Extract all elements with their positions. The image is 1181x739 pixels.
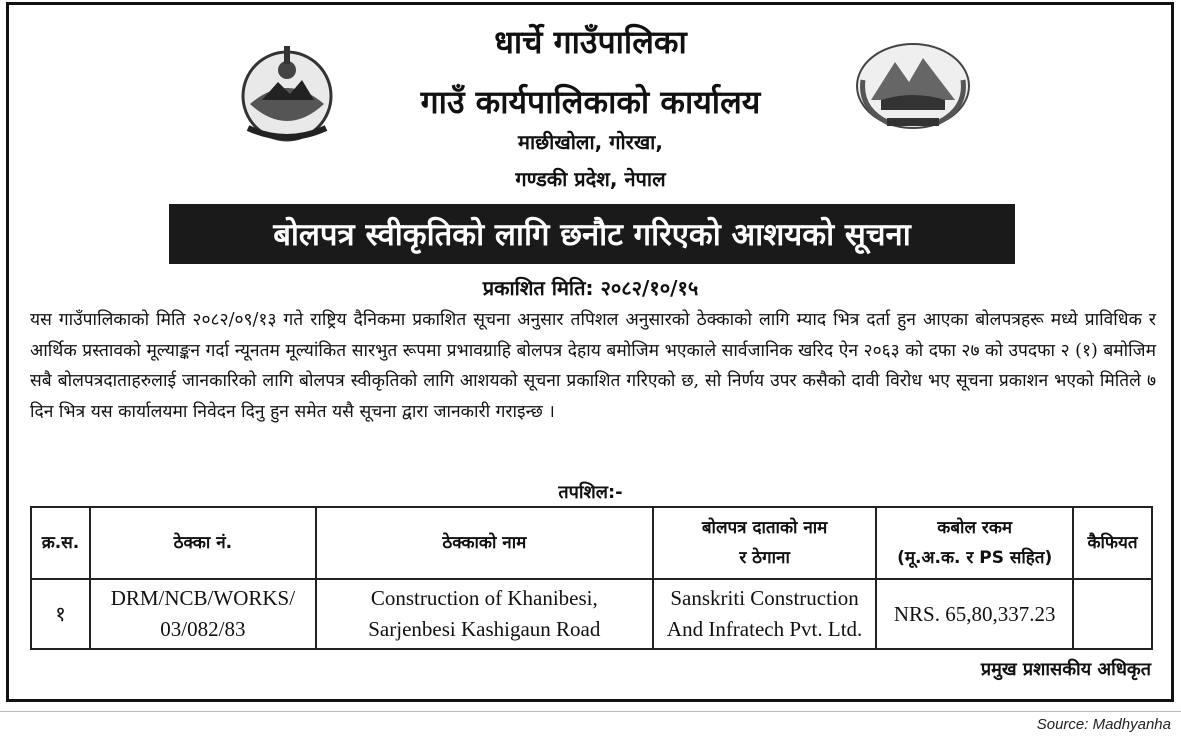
cell-bidder bbox=[653, 579, 877, 649]
divider bbox=[0, 711, 1181, 712]
header-bidder-line2: र ठेगाना bbox=[739, 548, 790, 568]
header-contract-name: ठेक्काको नाम bbox=[316, 507, 653, 579]
source-credit: Source: Madhyanha bbox=[1036, 716, 1171, 733]
header-amount bbox=[876, 507, 1073, 579]
published-date: प्रकाशित मिति: २०८२/१०/१५ bbox=[482, 276, 699, 300]
cell-contract-no bbox=[90, 579, 316, 649]
cell-contract-name bbox=[316, 579, 653, 649]
cell-remarks bbox=[1073, 579, 1152, 649]
notice-title: बोलपत्र स्वीकृतिको लागि छनौट गरिएको आशयको सूचना bbox=[169, 204, 1015, 264]
table-header-row bbox=[31, 507, 1152, 579]
table-row bbox=[31, 579, 1152, 649]
cell-sn: १ bbox=[31, 579, 90, 649]
header-bidder-line1: बोलपत्र दाताको नाम bbox=[701, 518, 828, 538]
header-bidder bbox=[653, 507, 877, 579]
address-line-1: माछीखोला, गोरखा, bbox=[518, 130, 663, 154]
office-name: धार्चे गाउँपालिका bbox=[494, 23, 687, 61]
cell-bidder-line1: Sanskriti Construction bbox=[670, 586, 859, 610]
bid-table bbox=[30, 506, 1153, 650]
cell-contract-no-line1: DRM/NCB/WORKS/ bbox=[110, 586, 296, 610]
address-line-2: गण्डकी प्रदेश, नेपाल bbox=[515, 167, 666, 191]
signoff: प्रमुख प्रशासकीय अधिकृत bbox=[980, 659, 1151, 680]
cell-contract-name-line2: Sarjenbesi Kashigaun Road bbox=[368, 617, 601, 641]
header-contract-no: ठेक्का नं. bbox=[90, 507, 316, 579]
cell-contract-no-line2: 03/082/83 bbox=[160, 617, 246, 641]
cell-contract-name-line1: Construction of Khanibesi, bbox=[370, 586, 598, 610]
header-remarks: कैफियत bbox=[1073, 507, 1152, 579]
header-sn: क्र.स. bbox=[31, 507, 90, 579]
cell-bidder-line2: And Infratech Pvt. Ltd. bbox=[666, 617, 863, 641]
header-amount-line1: कबोल रकम bbox=[937, 518, 1013, 538]
office-subtitle: गाउँ कार्यपालिकाको कार्यालय bbox=[420, 83, 761, 121]
schedule-heading: तपशिल:- bbox=[558, 482, 623, 503]
cell-amount: NRS. 65,80,337.23 bbox=[876, 579, 1073, 649]
header-amount-line2: (मू.अ.क. र PS सहित) bbox=[897, 548, 1053, 568]
notice-body: यस गाउँपालिकाको मिति २०८२/०९/१३ गते राष्ट्रिय दैनिकमा प्रकाशित सूचना अनुसार तपिशल अनुसारको ठेक्काको लागि म्याद भित्र दर्ता हुन आएका बोलपत्रहरू मध्ये प्राविधिक र आर्थिक प्रस्तावको मूल्याङ्कन गर्दा न्यूनतम मूल्यांकित सारभुत रूपमा प्रभावग्राहि बोलपत्र देहाय बमोजिम भएकाले सार्वजानिक खरिद ऐन २०६३ को दफा २७ को उपदफा २ (१) बमोजिम सबै बोलपत्रदाताहरुलाई जानकारिको लागि बोलपत्र स्वीकृतिको लागि आशयको सूचना प्रकाशित गरिएको छ, सो निर्णय उपर कसैको दावी विरोध भए सूचना प्रकाशन भएको मितिले ७ दिन भित्र यस कार्यालयमा निवेदन दिनु हुन समेत यसै सूचना द्वारा जानकारी गराइन्छ । bbox=[30, 310, 1156, 422]
